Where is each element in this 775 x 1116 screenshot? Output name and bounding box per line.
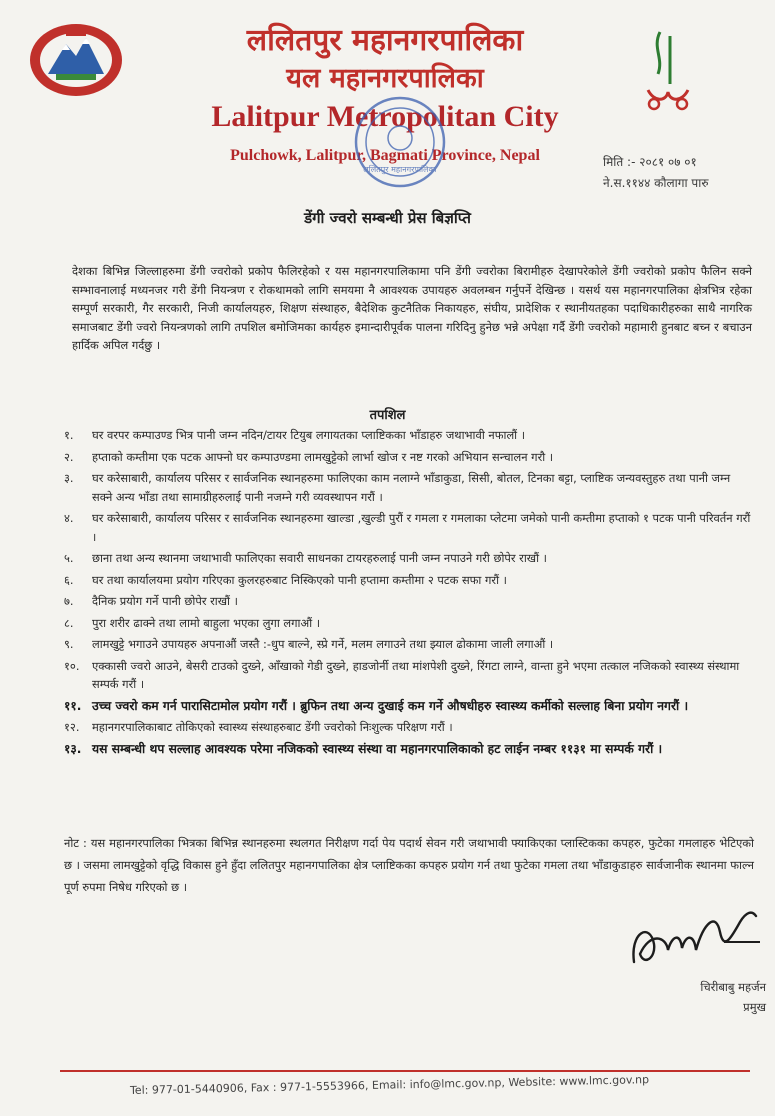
nepal-sambat-line: ने.स.११४४ कौलागा पारु [603,176,709,190]
list-item: ११. उच्च ज्वरो कम गर्न पारासिटामोल प्रयोग गरौं । ब्रुफिन तथा अन्य दुखाई कम गर्ने औषधीहरु स्वास्थ्य कर्मीको सल्लाह बिना प्रयोग नगरौं । [64,698,689,713]
footer-contact: Tel: 977-01-5440906, Fax : 977-1-5553966, Email: info@lmc.gov.np, Website: www.lmc.gov.np [129,1073,650,1097]
list-item: ५. छाना तथा अन्य स्थानमा जथाभावी फालिएका सवारी साधनका टायरहरुलाई पानी जम्न नपाउने गरी छोपेर राखौं । [64,551,547,565]
date-line: मिति :- २०८१ ०७ ०१ [603,155,697,169]
official-stamp-icon [352,94,448,190]
nepal-emblem-icon [26,16,126,102]
list-item: १३. यस सम्बन्धी थप सल्लाह आवश्यक परेमा नजिकको स्वास्थ्य संस्था वा महानगरपालिकाको हट लाईन नम्बर ११३१ मा सम्पर्क गरौं । [64,741,663,756]
signature-icon [620,892,770,982]
municipality-address: Pulchowk, Lalitpur, Bagmati Province, Nepal [230,147,540,164]
list-item: ४. घर करेसाबारी, कार्यालय परिसर र सार्वजनिक स्थानहरुमा खाल्डा ,खुल्डी पुरौं र गमला र गमलाका प्लेटमा जमेको पानी कम्तीमा हप्ताको १ पटक पानी परिवर्तन गरौं । [64,511,751,544]
list-item: ३. घर करेसाबारी, कार्यालय परिसर र सार्वजनिक स्थानहरुमा फालिएका काम नलाग्ने भाँडाकुडा, सिसी, बोतल, टिनका बट्टा, प्लाष्टिक जन्यवस्तुहरु तथा पानी जम्न सक्ने अन्य भाँडा तथा सामाग्रीहरुलाई पानी नजम्ने गरी व्यवस्थापन गरौं । [64,471,731,504]
footer-divider [60,1070,750,1072]
note-paragraph: नोट : यस महानगरपालिका भित्रका बिभिन्न स्थानहरुमा स्थलगत निरीक्षण गर्दा पेय पदार्थ सेवन गरी जथाभावी फ्याकिएका प्लास्टिकका कपहरु, फुटेका गमलाहरु भेटिएको छ । जसमा लामखुट्टेको वृद्धि विकास हुने हुँदा ललितपुर महानगपालिका क्षेत्र प्लाष्टिकका कपहरु प्रयोग गर्न तथा फुटेका गमला तथा भाँडाकुडाहरु सार्वजानीक स्थानमा फाल्न पूर्ण रुपमा निषेध गरिएको छ । [64,836,754,894]
list-item: ८. पुरा शरीर ढाक्ने तथा लामो बाहुला भएका लुगा लगाऔं । [64,615,321,630]
list-item: १०. एक्कासी ज्वरो आउने, बेसरी टाउको दुख्ने, आँखाको गेडी दुख्ने, हाडजोर्नी तथा मांशपेशी दुख्ने, रिंगटा लाग्ने, वान्ता हुने भएमा तत्काल नजिकको स्वास्थ्य संस्थामा सम्पर्क गरौं । [64,658,740,691]
date-block [603,152,773,194]
list-item: ९. लामखुट्टे भगाउने उपायहरु अपनाऔं जस्तै :-धुप बाल्ने, स्प्रे गर्ने, मलम लगाउने तथा झ्याल ढोकामा जाली लगाऔं । [64,637,554,651]
municipality-name-nepali: ललितपुर महानगरपालिका [246,23,524,58]
lalitpur-logo-icon [640,28,696,118]
list-item: १२. महानगरपालिकाबाट तोकिएको स्वास्थ्य संस्थाहरुबाट डेंगी ज्वरोको निःशुल्क परिक्षण गरौं । [64,720,453,734]
signatory-title: प्रमुख [743,1000,766,1014]
list-item: २. हप्ताको कम्तीमा एक पटक आफ्नो घर कम्पाउण्डमा लामखुट्टेको लार्भा खोज र नष्ट गरको अभियान सन्चालन गरौ । [64,449,554,464]
municipality-name-english: Lalitpur Metropolitan City [211,100,559,133]
municipality-name-newari: यल महानगरपालिका [286,63,484,94]
list-item: ६. घर तथा कार्यालयमा प्रयोग गरिएका कुलरहरुबाट निस्किएको पानी हप्तामा कम्तीमा २ पटक सफा गरौं । [64,572,507,587]
stamp-text: ललितपुर महानगरपालिका [363,165,437,174]
signatory-name: चिरीबाबु महर्जन [700,980,766,994]
instruction-list [64,426,754,761]
list-item: १. घर वरपर कम्पाउण्ड भित्र पानी जम्न नदिन/टायर टियुब लगायतका प्लाष्टिकका भाँडाहरु जथाभावी नफालौं । [64,428,526,442]
press-release-heading: डेंगी ज्वरो सम्बन्धी प्रेस बिज्ञप्ति [304,209,471,227]
details-heading: तपशिल [369,408,406,423]
intro-paragraph: देशका बिभिन्न जिल्लाहरुमा डेंगी ज्वरोको प्रकोप फैलिरहेको र यस महानगरपालिकामा पनि डेंगी ज्वरोका बिरामीहरु देखापरेकोले डेंगी ज्वरोको प्रकोप फैलिन सक्ने सम्भावनालाई मध्यनजर गरी डेंगी नियन्त्रण र रोकथामको लागि समयमा नै आवश्यक उपायहरु अवलम्बन गर्नुपर्ने देखिन्छ । यसर्थ यस महानगरपालिका क्षेत्रभित्र रहेका सम्पूर्ण सरकारी, गैर सरकारी, निजी कार्यालयहरु, शिक्षण संस्थाहरु, बैदेशिक कुटनैतिक निकायहरु, संघीय, प्रादेशिक र स्थानीयतहका पदाधिकारीहरुका साथै नागरिक समाजबाट डेंगी ज्वरो नियन्त्रणको लागि तपशिल बमोजिमका कार्यहरु इमान्दारीपूर्वक पालना गरिदिनु हुनेछ भन्ने अपेक्षा गर्दै डेंगी ज्वरोको महामारी हुनबाट बच्न र बचाउन हार्दिक अपिल गर्दछु । [72,264,752,352]
list-item: ७. दैनिक प्रयोग गर्ने पानी छोपेर राखौं । [64,594,238,608]
